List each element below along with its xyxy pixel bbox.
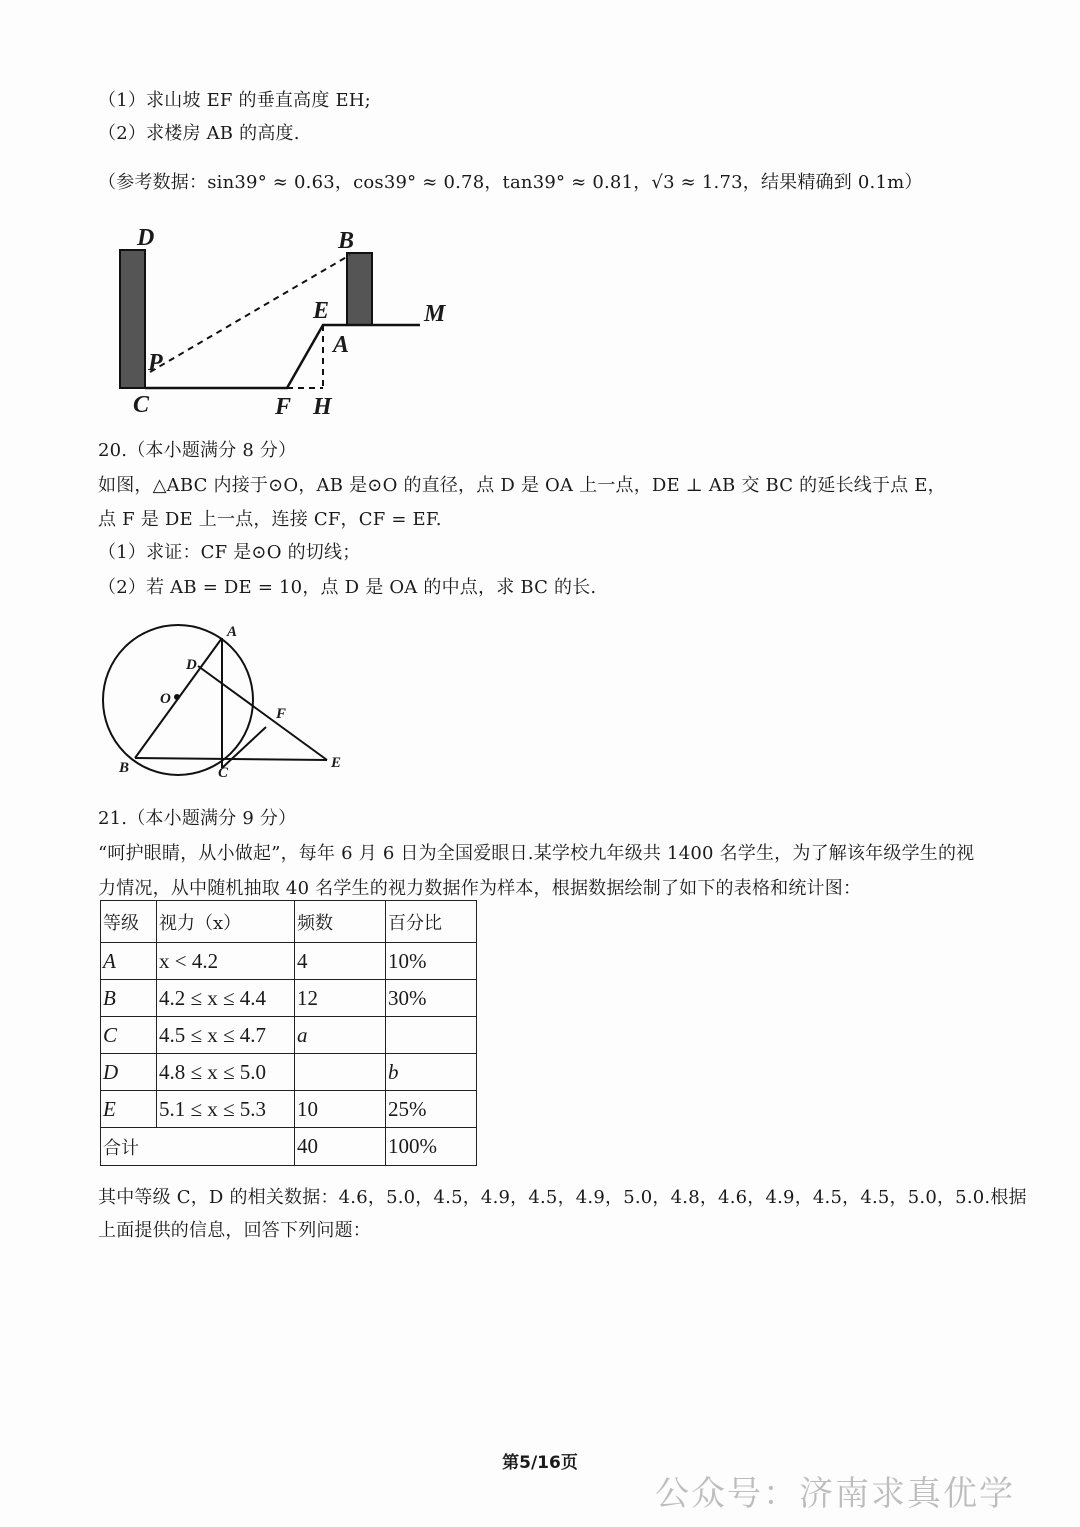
q20-line1: 如图，△ABC 内接于⊙O，AB 是⊙O 的直径，点 D 是 OA 上一点，DE ⊥ AB 交 BC 的延长线于点 E， [98, 475, 946, 496]
label-A: A [227, 624, 238, 640]
cell: 40 [295, 1128, 386, 1166]
q19-part2: （2）求楼房 AB 的高度. [98, 123, 300, 144]
label-C: C [133, 392, 150, 418]
table-row [101, 980, 477, 1017]
cell: 10 [295, 1091, 386, 1128]
q21-line2: 力情况，从中随机抽取 40 名学生的视力数据作为样本，根据数据绘制了如下的表格和统计图： [98, 878, 862, 899]
label-C: C [218, 765, 229, 781]
cell: 25% [386, 1091, 477, 1128]
cell: b [386, 1054, 477, 1091]
vision-table [100, 900, 477, 1166]
cell: 4.8 ≤ x ≤ 5.0 [157, 1054, 295, 1091]
table-row [101, 943, 477, 980]
label-E: E [331, 755, 342, 771]
table-row [101, 1091, 477, 1128]
label-P: P [148, 350, 163, 376]
header-cell: 视力（x） [157, 901, 295, 943]
q20-part2: （2）若 AB = DE = 10，点 D 是 OA 的中点，求 BC 的长. [98, 577, 597, 598]
cell: E [101, 1091, 157, 1128]
q19-figure [120, 225, 447, 420]
table-row [101, 1054, 477, 1091]
label-A: A [333, 332, 350, 358]
q20-header: 20.（本小题满分 8 分） [98, 440, 297, 461]
cell: x < 4.2 [157, 943, 295, 980]
label-M: M [424, 301, 446, 327]
label-F: F [276, 706, 287, 722]
q20-line2: 点 F 是 DE 上一点，连接 CF，CF = EF. [98, 509, 442, 530]
q21-header: 21.（本小题满分 9 分） [98, 808, 297, 829]
cell [386, 1017, 477, 1054]
cell: 30% [386, 980, 477, 1017]
cell: 4.5 ≤ x ≤ 4.7 [157, 1017, 295, 1054]
cell: 5.1 ≤ x ≤ 5.3 [157, 1091, 295, 1128]
q19-part1: （1）求山坡 EF 的垂直高度 EH; [98, 90, 371, 111]
q19-reference-data: （参考数据：sin39° ≈ 0.63，cos39° ≈ 0.78，tan39° ≈ 0.81，√3 ≈ 1.73，结果精确到 0.1m） [98, 172, 923, 193]
header-cell: 频数 [295, 901, 386, 943]
cell: D [101, 1054, 157, 1091]
cell: 4 [295, 943, 386, 980]
q20-part1: （1）求证：CF 是⊙O 的切线； [98, 542, 361, 563]
q20-figure [103, 624, 341, 781]
cell: B [101, 980, 157, 1017]
cell: C [101, 1017, 157, 1054]
cell: 100% [386, 1128, 477, 1166]
table-total-row [101, 1128, 477, 1166]
header-cell: 等级 [101, 901, 157, 943]
label-D: D [137, 225, 155, 251]
label-D: D [186, 657, 197, 673]
label-F: F [275, 394, 292, 420]
cell: 10% [386, 943, 477, 980]
label-O: O [160, 691, 171, 707]
label-B: B [119, 760, 130, 776]
q21-line1: “呵护眼睛，从小做起”，每年 6 月 6 日为全国爱眼日.某学校九年级共 1400 名学生，为了解该年级学生的视 [98, 843, 975, 864]
table-row [101, 1017, 477, 1054]
label-E: E [313, 298, 330, 324]
cell: A [101, 943, 157, 980]
cell: 4.2 ≤ x ≤ 4.4 [157, 980, 295, 1017]
cell: a [295, 1017, 386, 1054]
header-cell: 百分比 [386, 901, 477, 943]
label-B: B [338, 228, 355, 254]
q21-line3: 其中等级 C，D 的相关数据：4.6，5.0，4.5，4.9，4.5，4.9，5.0，4.8，4.6，4.9，4.5，4.5，5.0，5.0.根据 [98, 1187, 1027, 1208]
label-H: H [313, 394, 332, 420]
q21-line4: 上面提供的信息，回答下列问题： [98, 1220, 371, 1241]
cell: 12 [295, 980, 386, 1017]
table-header-row [101, 901, 477, 943]
cell: 合计 [101, 1128, 295, 1166]
cell [295, 1054, 386, 1091]
page-number: 第5/16页 [502, 1453, 578, 1473]
watermark: 公众号：济南求真优学 [655, 1474, 1015, 1514]
